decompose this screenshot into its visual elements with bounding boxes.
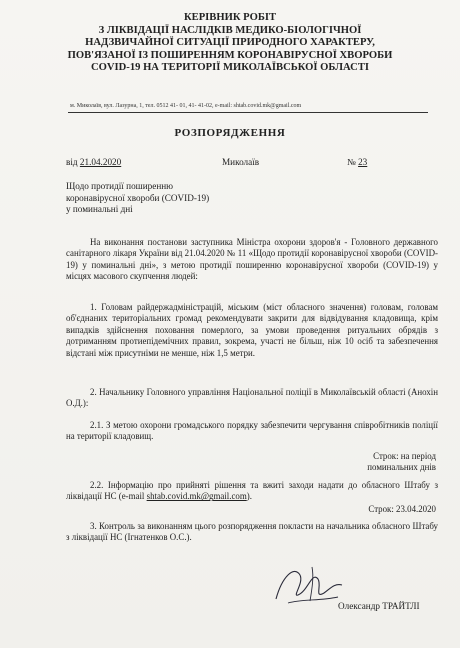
signer-name: Олександр ТРАЙТЛІ <box>338 601 420 611</box>
document-date <box>66 157 121 167</box>
document-title: РОЗПОРЯДЖЕННЯ <box>174 127 286 139</box>
term-2: Строк: 23.04.2020 <box>368 504 436 514</box>
term-1-line: Строк: на період <box>373 451 436 461</box>
term-1 <box>367 451 436 474</box>
number-prefix: № <box>347 157 356 167</box>
item-1: 1. Головам райдержадміністрацій, міським (міст обласного значення) головам, головам об'єднаних територіальних громад рекомендувати закрити для відвідування кладовища, крім випадків здійснення поховання померлого, за умови проведення ритуальних обрядів з дотриманням протиепідемічних правил, зокрема, участі не більш, ніж 10 осіб та забезпечення відстані між присутніми не менше, ніж 1,5 метри. <box>66 302 438 358</box>
header-line: КЕРІВНИК РОБІТ <box>183 12 277 23</box>
item-2-2 <box>66 480 438 503</box>
contact-line: м. Миколаїв, вул. Лазурна, 1, тел. 0512 41- 01, 41- 41-02, e-mail: shtab.covid.mk@gmail.com <box>70 103 302 109</box>
header-line: НАДЗВИЧАЙНОЇ СИТУАЦІЇ ПРИРОДНОГО ХАРАКТЕРУ, <box>85 37 375 49</box>
item-2-2-end: ). <box>246 491 252 502</box>
subject-line: коронавірусної хвороби (COVID-19) <box>66 192 210 203</box>
header-line: ПОВ'ЯЗАНОЇ ІЗ ПОШИРЕННЯМ КОРОНАВІРУСНОЇ ХВОРОБИ <box>67 49 393 61</box>
term-1-line: поминальних днів <box>367 462 436 473</box>
document-header <box>0 12 460 75</box>
header-line: З ЛІКВІДАЦІЇ НАСЛІДКІВ МЕДИКО-БІОЛОГІЧНОЇ <box>98 24 362 36</box>
item-2: 2. Начальнику Головного управління Національної поліції в Миколаївській області (Анохін О.Д.): <box>66 387 438 409</box>
date-prefix: від <box>66 157 78 167</box>
number-value: 23 <box>358 157 368 167</box>
subject-line: у поминальні дні <box>66 204 133 214</box>
subject-line: Щодо протидії поширенню <box>66 181 174 191</box>
header-divider <box>68 112 428 113</box>
intro-paragraph: На виконання постанови заступника Міністра охорони здоров'я - Головного державного санітарного лікаря України від 21.04.2020 № 11 «Щодо протидії коронавірусної хвороби (COVID-19) у поминальні дні», з метою протидії поширенню коронавірусної хвороби (COVID-19) у місцях масового скупчення людей: <box>66 237 438 282</box>
date-value: 21.04.2020 <box>79 157 122 167</box>
item-2-2-text: 2.2. Інформацію про прийняті рішення та вжиті заходи надати до обласного Штабу з ліквідації НС (e-mail <box>66 480 438 502</box>
handwritten-signature <box>268 555 348 611</box>
email-link[interactable]: shtab.covid.mk@gmail.com <box>146 491 247 502</box>
header-line: COVID-19 НА ТЕРИТОРІЇ МИКОЛАЇВСЬКОЇ ОБЛАСТІ <box>90 62 370 74</box>
item-3: 3. Контроль за виконанням цього розпорядження покласти на начальника обласного Штабу з ліквідації НС (Ігнатенков О.С.). <box>66 521 438 543</box>
document-subject <box>66 181 209 216</box>
document-number <box>347 157 367 167</box>
document-city: Миколаїв <box>222 157 260 167</box>
item-2-1: 2.1. З метою охорони громадського порядку забезпечити чергування співробітників поліції на території кладовищ. <box>66 420 438 442</box>
